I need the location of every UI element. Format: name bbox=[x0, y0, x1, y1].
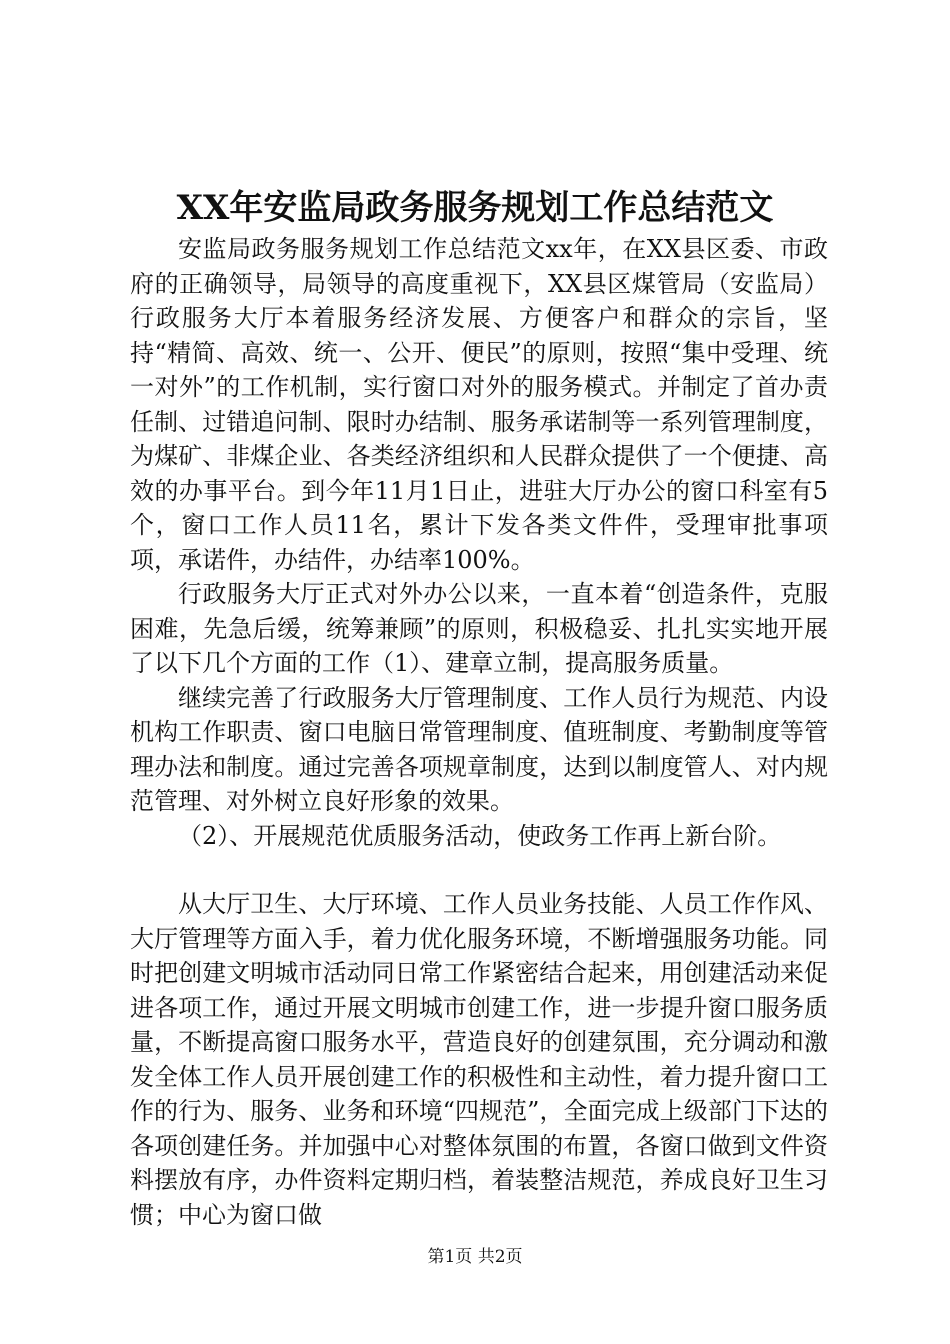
page-number-footer: 第1页 共2页 bbox=[427, 1247, 523, 1267]
paragraph-regulations: 继续完善了行政服务大厅管理制度、工作人员行为规范、内设机构工作职责、窗口电脑日常管理制度、值班制度、考勤制度等管理办法和制度。通过完善各项规章制度，达到以制度管人、对内规范管理、对外树立良好形象的效果。 bbox=[130, 683, 828, 815]
document-title: XX年安监局政务服务规划工作总结范文 bbox=[176, 188, 774, 228]
document-body bbox=[130, 232, 828, 1232]
paragraph-heading-2: （2）、开展规范优质服务活动，使政务工作再上新台阶。 bbox=[178, 821, 782, 850]
paragraph-intro: 安监局政务服务规划工作总结范文xx年，在XX县区委、市政府的正确领导，局领导的高度重视下，XX县区煤管局（安监局）行政服务大厅本着服务经济发展、方便客户和群众的宗旨，坚持“精简、高效、统一、公开、便民”的原则，按照“集中受理、统一对外”的工作机制，实行窗口对外的服务模式。并制定了首办责任制、过错追问制、限时办结制、服务承诺制等一系列管理制度，为煤矿、非煤企业、各类经济组织和人民群众提供了一个便捷、高效的办事平台。到今年11月1日止，进驻大厅办公的窗口科室有5个，窗口工作人员11名，累计下发各类文件件，受理审批事项项，承诺件，办结件，办结率100%。 bbox=[130, 235, 828, 574]
paragraph-service-environment: 从大厅卫生、大厅环境、工作人员业务技能、人员工作作风、大厅管理等方面入手，着力优化服务环境，不断增强服务功能。同时把创建文明城市活动同日常工作紧密结合起来，用创建活动来促进各项工作，通过开展文明城市创建工作，进一步提升窗口服务质量，不断提高窗口服务水平，营造良好的创建氛围，充分调动和激发全体工作人员开展创建工作的积极性和主动性，着力提升窗口工作的行为、服务、业务和环境“四规范”，全面完成上级部门下达的各项创建任务。并加强中心对整体氛围的布置，各窗口做到文件资料摆放有序，办件资料定期归档，着装整洁规范，养成良好卫生习惯；中心为窗口做 bbox=[130, 890, 828, 1229]
paragraph-principles: 行政服务大厅正式对外办公以来，一直本着“创造条件，克服困难，先急后缓，统筹兼顾”的原则，积极稳妥、扎扎实实地开展了以下几个方面的工作（1）、建章立制，提高服务质量。 bbox=[130, 580, 828, 677]
